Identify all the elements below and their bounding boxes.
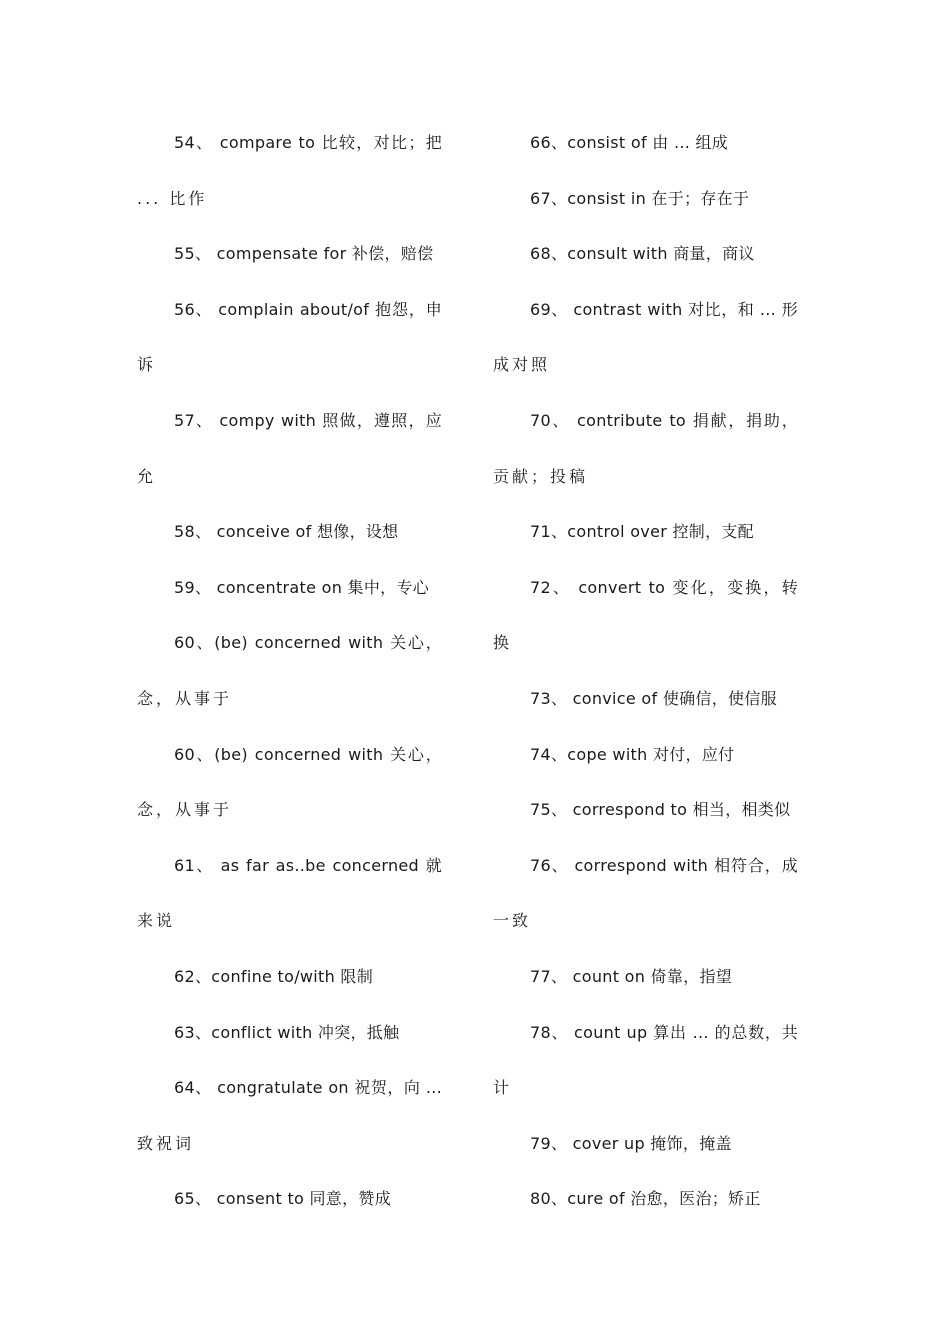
phrase-entry bbox=[493, 671, 798, 727]
phrase-text: 68、consult with 商量，商议 bbox=[530, 244, 755, 264]
phrase-text: 78、 count up 算出 ... 的总数，共 bbox=[530, 1022, 798, 1042]
phrase-text: 61、 as far as..be concerned 就 bbox=[174, 855, 442, 875]
phrase-entry bbox=[137, 226, 442, 282]
phrase-continuation: 来说 bbox=[137, 911, 176, 931]
phrase-entry bbox=[137, 560, 442, 616]
phrase-entry bbox=[493, 1116, 798, 1172]
phrase-entry bbox=[493, 115, 798, 171]
phrase-continuation: 念，从事于 bbox=[137, 688, 233, 708]
phrase-entry bbox=[137, 615, 442, 726]
phrase-text: 72、 convert to 变化，变换，转 bbox=[530, 577, 798, 597]
phrase-text: 66、consist of 由 ... 组成 bbox=[530, 133, 729, 152]
phrase-entry bbox=[493, 727, 798, 783]
phrase-text: 64、 congratulate on 祝贺，向 ... bbox=[174, 1078, 442, 1098]
phrase-text: 65、 consent to 同意，赞成 bbox=[174, 1189, 391, 1209]
phrase-text: 67、consist in 在于；存在于 bbox=[530, 188, 750, 208]
phrase-continuation: 诉 bbox=[137, 355, 157, 375]
phrase-continuation: 换 bbox=[493, 633, 513, 653]
phrase-text: 80、cure of 治愈，医治；矫正 bbox=[530, 1189, 761, 1209]
phrase-text: 57、 compy with 照做，遵照，应 bbox=[174, 410, 442, 430]
phrase-entry bbox=[137, 949, 442, 1005]
phrase-text: 79、 cover up 掩饰，掩盖 bbox=[530, 1133, 732, 1153]
phrase-entry bbox=[137, 1005, 442, 1061]
phrase-continuation: 致祝词 bbox=[137, 1133, 195, 1153]
phrase-text: 73、 convice of 使确信，使信服 bbox=[530, 688, 777, 708]
phrase-entry bbox=[493, 393, 798, 504]
phrase-entry bbox=[137, 1171, 442, 1227]
phrase-text: 56、 complain about/of 抱怨，申 bbox=[174, 299, 442, 319]
right-column bbox=[493, 115, 798, 1227]
phrase-entry bbox=[137, 727, 442, 838]
phrase-entry bbox=[493, 838, 798, 949]
phrase-entry bbox=[493, 560, 798, 671]
phrase-continuation: ... 比作 bbox=[137, 188, 208, 208]
left-column bbox=[137, 115, 442, 1227]
phrase-entry bbox=[137, 838, 442, 949]
phrase-text: 70、 contribute to 捐献，捐助， bbox=[530, 410, 798, 430]
phrase-entry bbox=[493, 1171, 798, 1227]
phrase-entry bbox=[493, 949, 798, 1005]
phrase-continuation: 贡献；投稿 bbox=[493, 466, 589, 486]
phrase-text: 62、confine to/with 限制 bbox=[174, 966, 374, 986]
phrase-continuation: 念，从事于 bbox=[137, 800, 233, 820]
phrase-text: 60、(be) concerned with 关心， bbox=[174, 744, 442, 764]
phrase-entry bbox=[493, 226, 798, 282]
phrase-entry bbox=[493, 504, 798, 560]
phrase-entry bbox=[493, 171, 798, 227]
phrase-entry bbox=[137, 504, 442, 560]
phrase-text: 76、 correspond with 相符合，成 bbox=[530, 855, 798, 875]
phrase-entry bbox=[493, 782, 798, 838]
phrase-entry bbox=[137, 282, 442, 393]
phrase-text: 54、 compare to 比较，对比；把 bbox=[174, 133, 442, 152]
phrase-entry bbox=[137, 393, 442, 504]
phrase-entry bbox=[493, 282, 798, 393]
phrase-entry bbox=[137, 115, 442, 226]
phrase-text: 75、 correspond to 相当，相类似 bbox=[530, 800, 791, 820]
phrase-text: 69、 contrast with 对比，和 ... 形 bbox=[530, 299, 798, 319]
phrase-continuation: 一致 bbox=[493, 911, 532, 931]
phrase-continuation: 允 bbox=[137, 466, 157, 486]
phrase-entry bbox=[493, 1005, 798, 1116]
phrase-text: 74、cope with 对付，应付 bbox=[530, 744, 735, 764]
phrase-text: 63、conflict with 冲突，抵触 bbox=[174, 1022, 400, 1042]
phrase-text: 71、control over 控制，支配 bbox=[530, 522, 754, 542]
phrase-continuation: 成对照 bbox=[493, 355, 551, 375]
phrase-text: 55、 compensate for 补偿，赔偿 bbox=[174, 244, 434, 264]
phrase-entry bbox=[137, 1060, 442, 1171]
phrase-text: 60、(be) concerned with 关心， bbox=[174, 633, 442, 653]
phrase-continuation: 计 bbox=[493, 1078, 513, 1098]
phrase-text: 77、 count on 倚靠，指望 bbox=[530, 966, 733, 986]
phrase-text: 59、 concentrate on 集中，专心 bbox=[174, 577, 430, 597]
phrase-text: 58、 conceive of 想像，设想 bbox=[174, 522, 399, 542]
